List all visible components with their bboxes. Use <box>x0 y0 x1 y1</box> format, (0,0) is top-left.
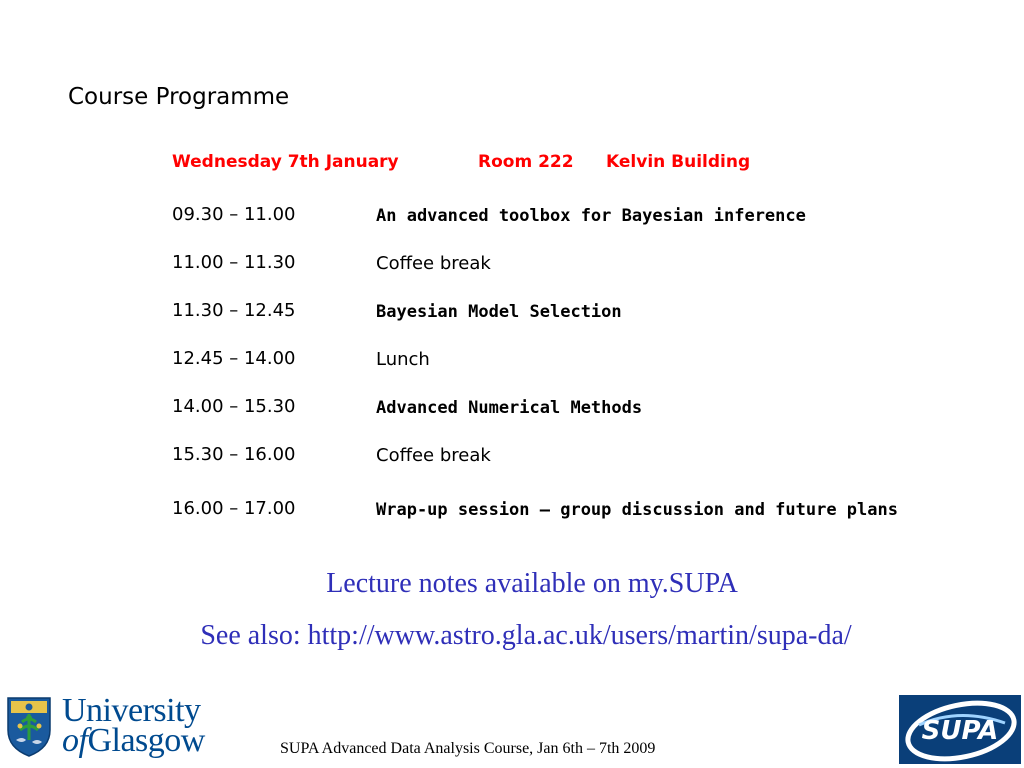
schedule-time: 09.30 – 11.00 <box>172 204 296 225</box>
university-wordmark-glasgow: Glasgow <box>87 722 205 759</box>
university-wordmark-line2 <box>62 722 205 760</box>
svg-text:SUPA: SUPA <box>921 716 999 746</box>
schedule-item: Wrap-up session – group discussion and future plans <box>376 500 898 520</box>
schedule-item: Advanced Numerical Methods <box>376 398 643 418</box>
schedule-time: 11.00 – 11.30 <box>172 252 296 273</box>
schedule-item: Coffee break <box>376 253 491 274</box>
lecture-notes-text: Lecture notes available on my.SUPA <box>326 568 738 599</box>
schedule-time: 16.00 – 17.00 <box>172 498 296 519</box>
supa-logo-icon <box>899 695 1021 764</box>
room-label: Room 222 <box>478 152 574 172</box>
supa-logo <box>899 695 1021 764</box>
university-wordmark-line1: University <box>62 692 201 729</box>
university-wordmark-of: of <box>62 722 88 759</box>
slide-title: Course Programme <box>68 84 290 110</box>
schedule-item: Lunch <box>376 349 430 370</box>
schedule-item: Bayesian Model Selection <box>376 302 622 322</box>
footer-text: SUPA Advanced Data Analysis Course, Jan 6th – 7th 2009 <box>280 740 656 757</box>
see-also-link-text[interactable]: See also: http://www.astro.gla.ac.uk/users/martin/supa-da/ <box>200 620 852 651</box>
schedule-time: 15.30 – 16.00 <box>172 444 296 465</box>
day-label: Wednesday 7th January <box>172 152 399 172</box>
schedule-time: 14.00 – 15.30 <box>172 396 296 417</box>
university-of-glasgow-logo <box>6 692 218 762</box>
schedule-item: An advanced toolbox for Bayesian inference <box>376 206 806 226</box>
university-crest-icon <box>6 696 52 758</box>
schedule-item: Coffee break <box>376 445 491 466</box>
building-label: Kelvin Building <box>606 152 751 172</box>
schedule-time: 11.30 – 12.45 <box>172 300 296 321</box>
schedule-time: 12.45 – 14.00 <box>172 348 296 369</box>
day-header <box>172 152 750 172</box>
